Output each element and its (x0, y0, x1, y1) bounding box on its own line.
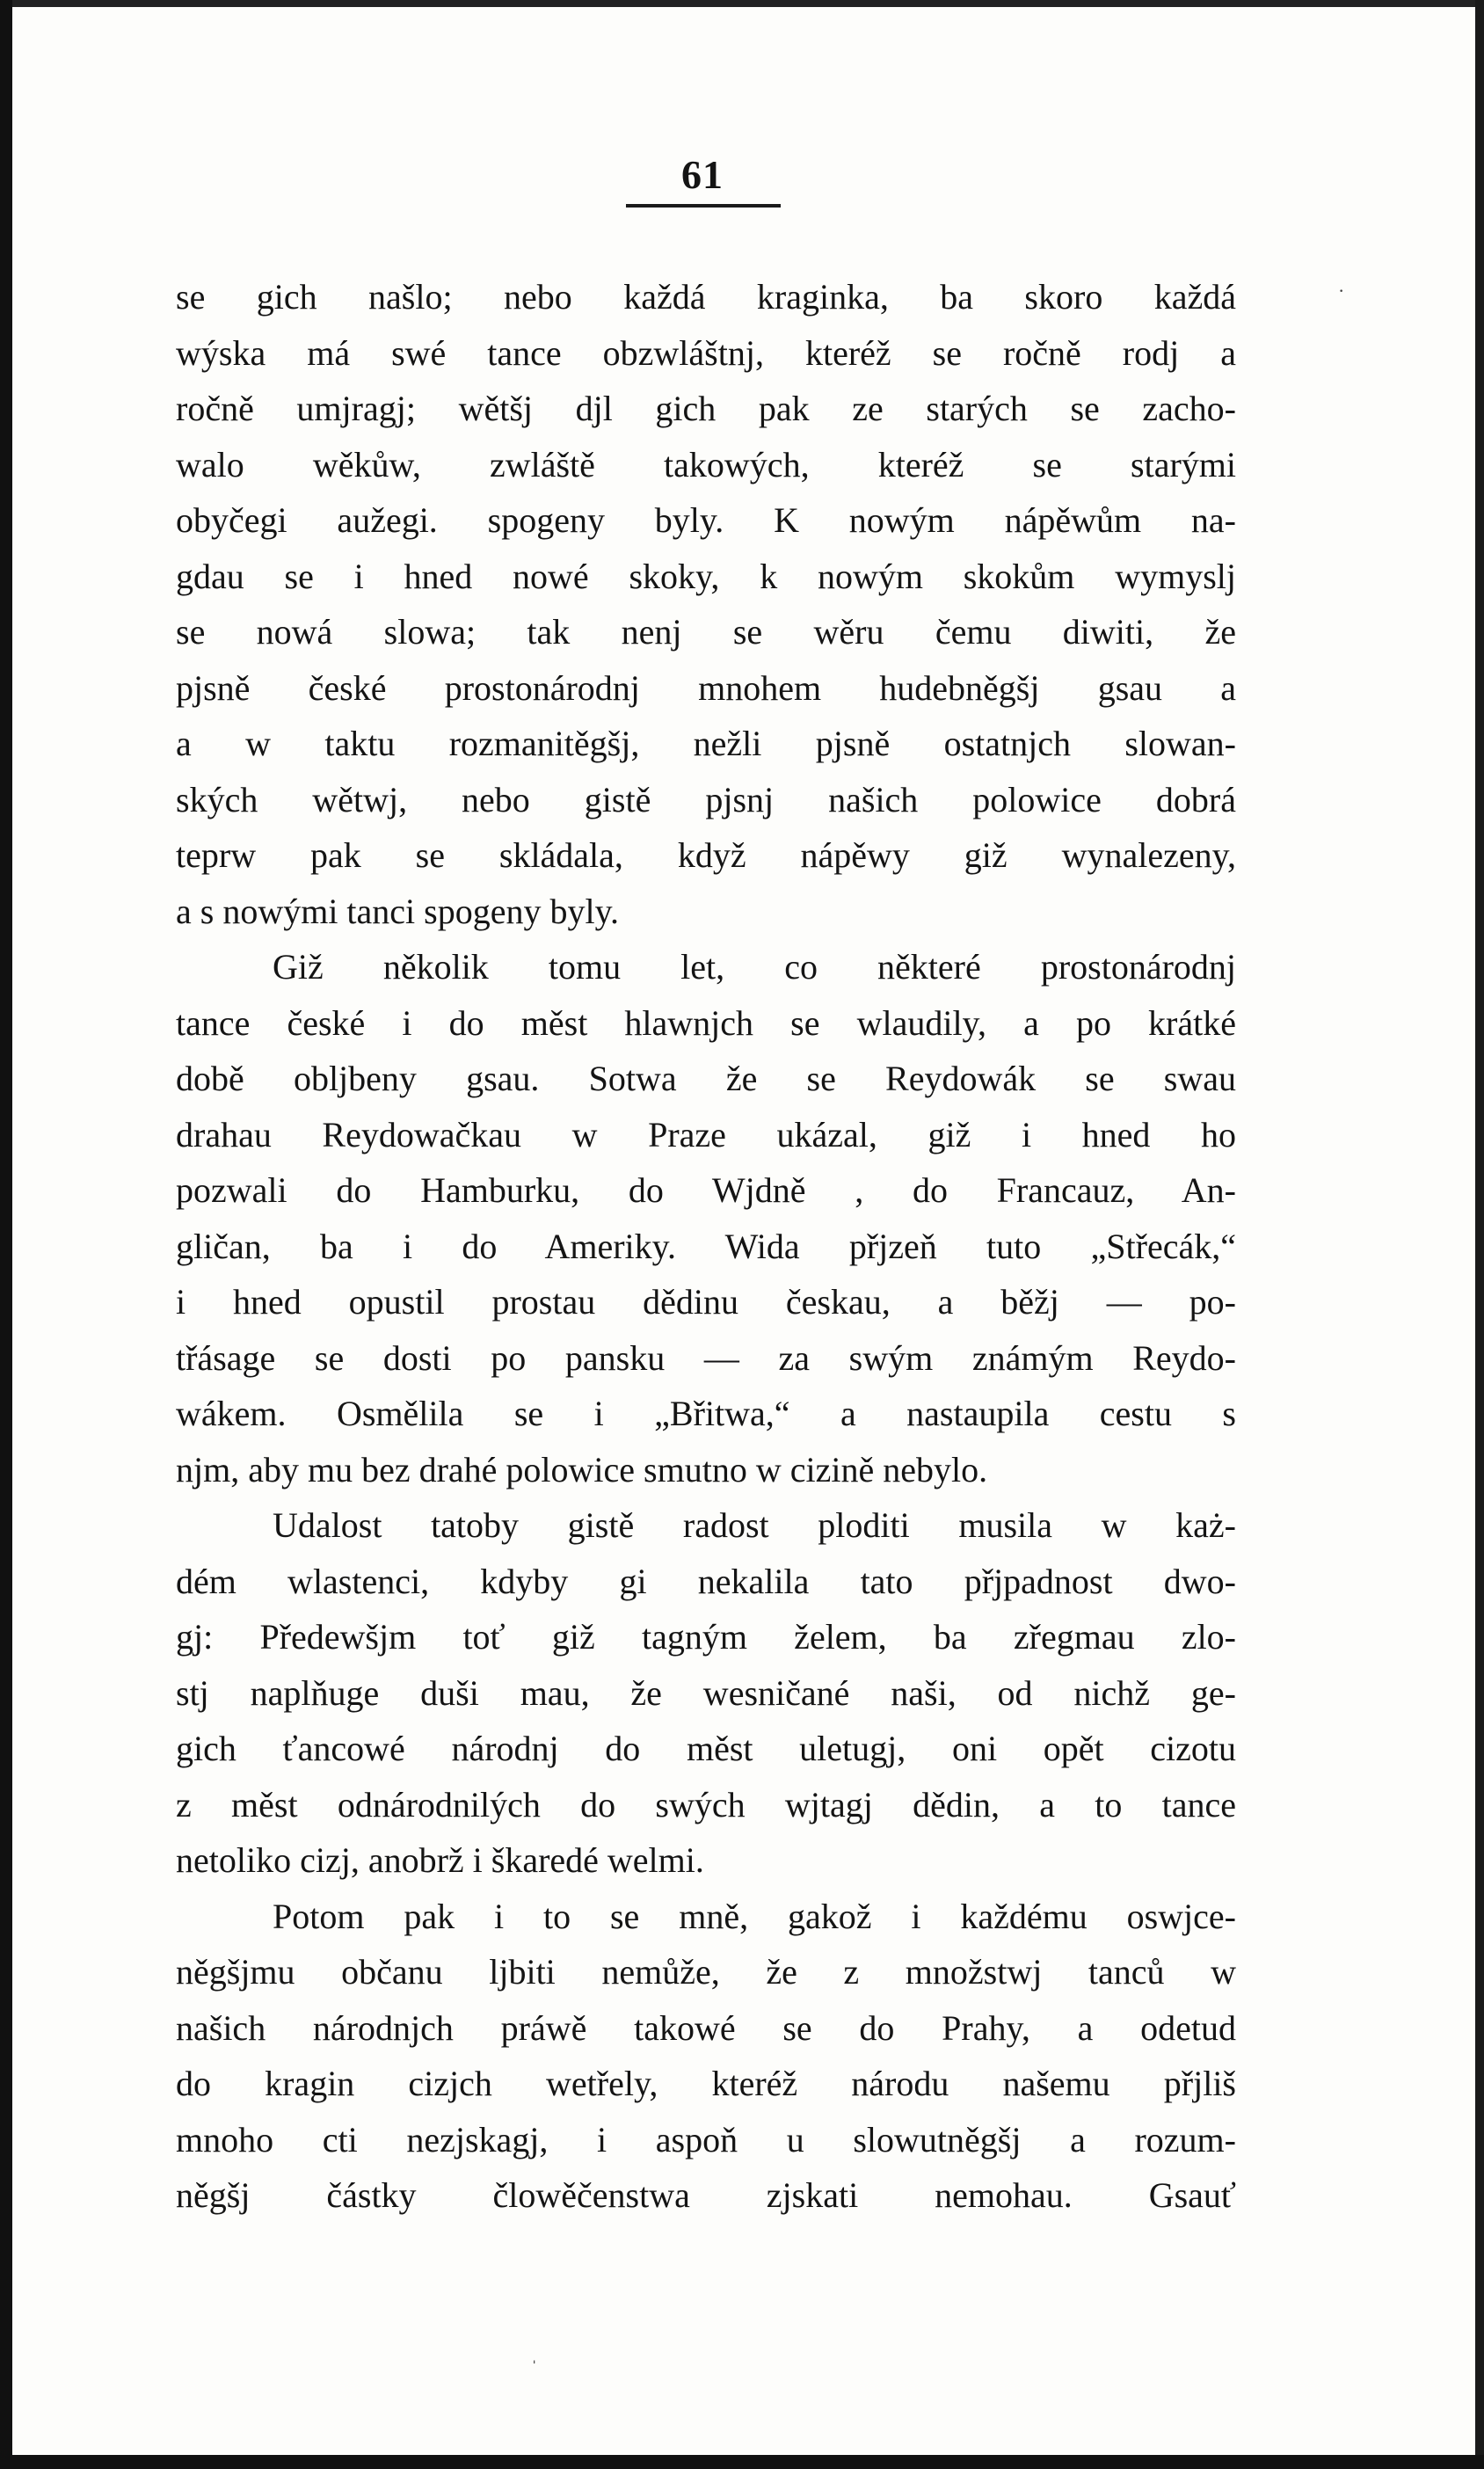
scan-border-bottom (0, 2455, 1484, 2469)
text-line: gj: Předewšjm toť giž tagným želem, ba zřegmau zlo- (176, 1617, 1236, 1657)
text-line: a w taktu rozmanitěgšj, nežli pjsně ostatnjch slowan- (176, 724, 1236, 763)
speck-mark: ˈ (531, 2356, 538, 2378)
text-line: něgšjmu občanu ljbiti nemůže, že z množstwj tanců w (176, 1952, 1236, 1992)
text-line: dém wlastenci, kdyby gi nekalila tato přjpadnost dwo- (176, 1561, 1236, 1601)
text-line: obyčegi aužegi. spogeny byly. K nowým nápěwům na- (176, 500, 1236, 540)
text-line: třásage se dosti po pansku — za swým známým Reydo- (176, 1337, 1236, 1378)
text-line: době oblјbeny gsau. Sotwa že se Reydowák se swau (176, 1059, 1236, 1098)
text-line: Udalost tatoby gistě radost ploditi musila w każ- (273, 1505, 1236, 1545)
text-line: Potom pak i to se mně, gakož i každému oswjce- (273, 1896, 1236, 1936)
text-line: njm, aby mu bez drahé polowice smutno w cizině nebylo. (176, 1449, 988, 1489)
page-number: 61 (681, 152, 724, 197)
scan-border-left (0, 0, 12, 2469)
text-line: gich ťancowé národnj do měst uletugj, oni opět cizotu (176, 1729, 1236, 1768)
speck-mark: · (1338, 280, 1345, 302)
text-line: ských wětwj, nebo gistě pjsnj našich polowice dobrá (176, 779, 1236, 819)
page-number-rule (626, 204, 781, 208)
text-line: gdau se i hned nowé skoky, k nowým skokům wymyslj (176, 556, 1236, 596)
scan-border-right (1475, 0, 1484, 2469)
text-line: netoliko cizj, anobrž i škaredé welmi. (176, 1840, 704, 1880)
text-line: pjsně české prostonárodnj mnohem hudebněgšj gsau a (176, 667, 1236, 708)
text-line: pozwali do Hamburku, do Wjdně , do Francauz, An- (176, 1170, 1236, 1210)
text-line: se gich našlo; nebo každá kraginka, ba skoro každá (176, 277, 1236, 317)
text-line: do kragin cizjch wetřely, kteréž národu našemu přjliš (176, 2064, 1236, 2103)
text-line: a s nowými tanci spogeny byly. (176, 891, 620, 931)
body-text (176, 269, 1236, 2224)
scan-border-top (0, 0, 1484, 7)
text-line: se nowá slowa; tak nenj se wěru čemu diwiti, že (176, 612, 1236, 652)
text-line: Giž několik tomu let, co některé prostonárodnj (273, 947, 1236, 987)
text-line: stj naplňuge duši mau, že wesničané naši, od nichž ge- (176, 1672, 1236, 1713)
text-line: gličan, ba i do Ameriky. Wida přjzeň tuto „Střecák,“ (176, 1226, 1236, 1266)
text-line: walo wěkůw, zwláště takowých, kteréž se starými (176, 444, 1236, 484)
text-line: wýska má swé tance obzwláštnj, kteréž se ročně rodj a (176, 332, 1236, 373)
text-line: něgšj částky člowěčenstwa zjskati nemohau. Gsauť (176, 2175, 1236, 2215)
text-line: našich národnjch práwě takowé se do Prahy, a odetud (176, 2007, 1236, 2048)
text-line: z měst odnárodnilých do swých wjtagj dědin, a to tance (176, 1784, 1236, 1824)
text-line: ročně umjragj; wětšj djl gich pak ze starých se zacho- (176, 389, 1236, 428)
text-line: drahau Reydowačkau w Praze ukázal, giž i hned ho (176, 1114, 1236, 1154)
text-line: wákem. Osmělila se i „Břitwa,“ a nastaupila cestu s (176, 1394, 1236, 1433)
text-line: tance české i do měst hlawnjch se wlaudily, a po krátké (176, 1002, 1236, 1043)
text-line: i hned opustil prostau dědinu českau, a běžj — po- (176, 1282, 1236, 1322)
text-line: mnoho cti nezjskagj, i aspoň u slowutněgšj a rozum- (176, 2119, 1236, 2159)
text-line: teprw pak se skládala, když nápěwy giž wynalezeny, (176, 835, 1236, 875)
